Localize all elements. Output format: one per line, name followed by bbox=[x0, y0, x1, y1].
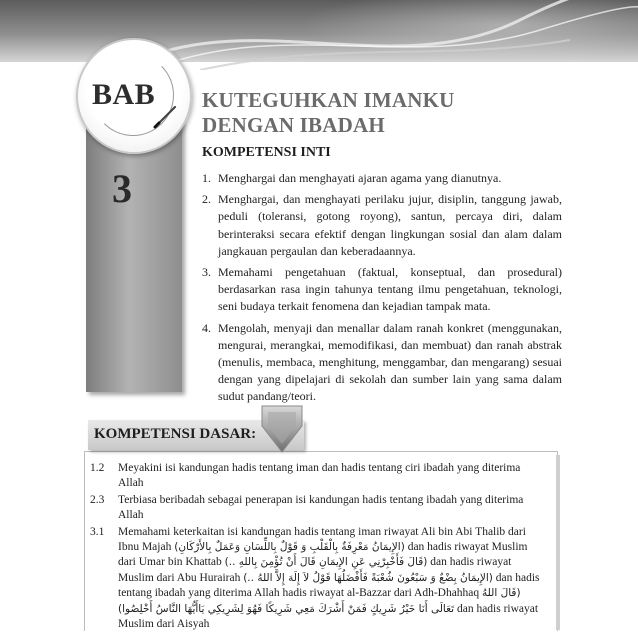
chapter-title bbox=[202, 88, 455, 138]
arrow-down-icon bbox=[254, 404, 310, 456]
chapter-side-bar bbox=[86, 120, 182, 392]
kompetensi-dasar-box-shadow bbox=[556, 455, 560, 630]
kompetensi-dasar-list bbox=[90, 461, 540, 633]
kompetensi-inti-item: 4. Mengolah, menyaji dan menallar dalam ranah konkret (menggunakan, mengurai, merangkai, memodifikasi, dan membuat) dan ranah abstrak (menulis, membaca, menghitung, menggambar, dan mengarang) sesuai dengan yang dipelajari di sekolah dan sumber lain yang sama dalam sudut pandang/teori. bbox=[202, 320, 562, 404]
kompetensi-inti-item: 2. Menghargai, dan menghayati perilaku jujur, disiplin, tanggung jawab, peduli (toleransi, gotong royong), santun, percaya diri, dalam berinteraksi secara efektif dengan lingkungan sosial dan alam dalam jangkauan pergaulan dan keberadaannya. bbox=[202, 192, 562, 258]
kompetensi-dasar-item: 3.1 Memahami keterkaitan isi kandungan hadis tentang iman riwayat Ali bin Abi Thalib dari Ibnu Majah (الإِيمَانُ مَعْرِفَةٌ بِالْقَلْبِ وَ قَوْلٌ بِاللِّسَانِ وَعَمَلٌ بِالأَرْكَانِ) dan hadis riwayat Muslim dari Umar bin Khattab (قَالَ فَأَخْبِرْنِي عَنِ الإِيمَانِ قَالَ أَنْ تُؤْمِنَ بِاللهِ ..) dan hadis riwayat Muslim dari Abu Hurairah (الإِيمَانُ بِضْعٌ وَ سَبْعُونَ شُعْبَةً فَأَفْضَلُهَا قَوْلُ لاَ إِلَهَ إِلاَّ اللهُ ..) dan hadis tentang ibadah yang diterima Allah hadis riwayat al-Bazzar dari Adh-Dhahhaq (قَالَ اللهُ تَعَالَى أَنَا خَيْرُ شَرِيكٍ فَمَنْ أَشْرَكَ مَعِي شَرِيكًا فَهُوَ لِشَرِيكِي يَاأَيُّهَا النَّاسُ أَخْلِصُوا) dan hadis riwayat Muslim dari Aisyah bbox=[90, 525, 540, 631]
kompetensi-dasar-item: 2.3 Terbiasa beribadah sebagai penerapan isi kandungan hadis tentang ibadah yang diterima Allah bbox=[90, 493, 524, 522]
arabic-hadis-4: (قَالَ اللهُ تَعَالَى أَنَا خَيْرُ شَرِيكٍ فَمَنْ أَشْرَكَ مَعِي شَرِيكًا فَهُوَ لِشَرِيكِي يَاأَيُّهَا النَّاسُ أَخْلِصُوا) bbox=[118, 587, 521, 615]
kompetensi-inti-list bbox=[202, 170, 562, 410]
kompetensi-inti-item: 3. Memahami pengetahuan (faktual, konseptual, dan prosedural) berdasarkan rasa ingin tahunya tentang ilmu pengetahuan, teknologi, seni budaya terkait fenomena dan kejadian tampak mata. bbox=[202, 265, 562, 314]
pen-icon bbox=[152, 104, 178, 130]
header-swirl-decoration bbox=[140, 0, 638, 70]
chapter-label: BAB bbox=[92, 78, 156, 111]
arabic-hadis-3: (الإِيمَانُ بِضْعٌ وَ سَبْعُونَ شُعْبَةً فَأَفْضَلُهَا قَوْلُ لاَ إِلَهَ إِلاَّ اللهُ ..) bbox=[243, 571, 493, 584]
arabic-hadis-2: (قَالَ فَأَخْبِرْنِي عَنِ الإِيمَانِ قَالَ أَنْ تُؤْمِنَ بِاللهِ ..) bbox=[224, 556, 428, 569]
chapter-title-line-2: DENGAN IBADAH bbox=[202, 113, 385, 137]
chapter-number: 3 bbox=[112, 166, 132, 211]
arabic-hadis-1: (الإِيمَانُ مَعْرِفَةٌ بِالْقَلْبِ وَ قَوْلٌ بِاللِّسَانِ وَعَمَلٌ بِالأَرْكَانِ) bbox=[174, 541, 405, 554]
kompetensi-dasar-item: 1.2 Meyakini isi kandungan hadis tentang iman dan hadis tentang ciri ibadah yang diterima Allah bbox=[90, 462, 521, 490]
kompetensi-inti-item: 1. Menghargai dan menghayati ajaran agama yang dianutnya. bbox=[202, 171, 502, 185]
kompetensi-inti-heading: KOMPETENSI INTI bbox=[202, 145, 331, 160]
kompetensi-dasar-heading: KOMPETENSI DASAR: bbox=[94, 426, 257, 442]
chapter-title-line-1: KUTEGUHKAN IMANKU bbox=[202, 88, 455, 112]
